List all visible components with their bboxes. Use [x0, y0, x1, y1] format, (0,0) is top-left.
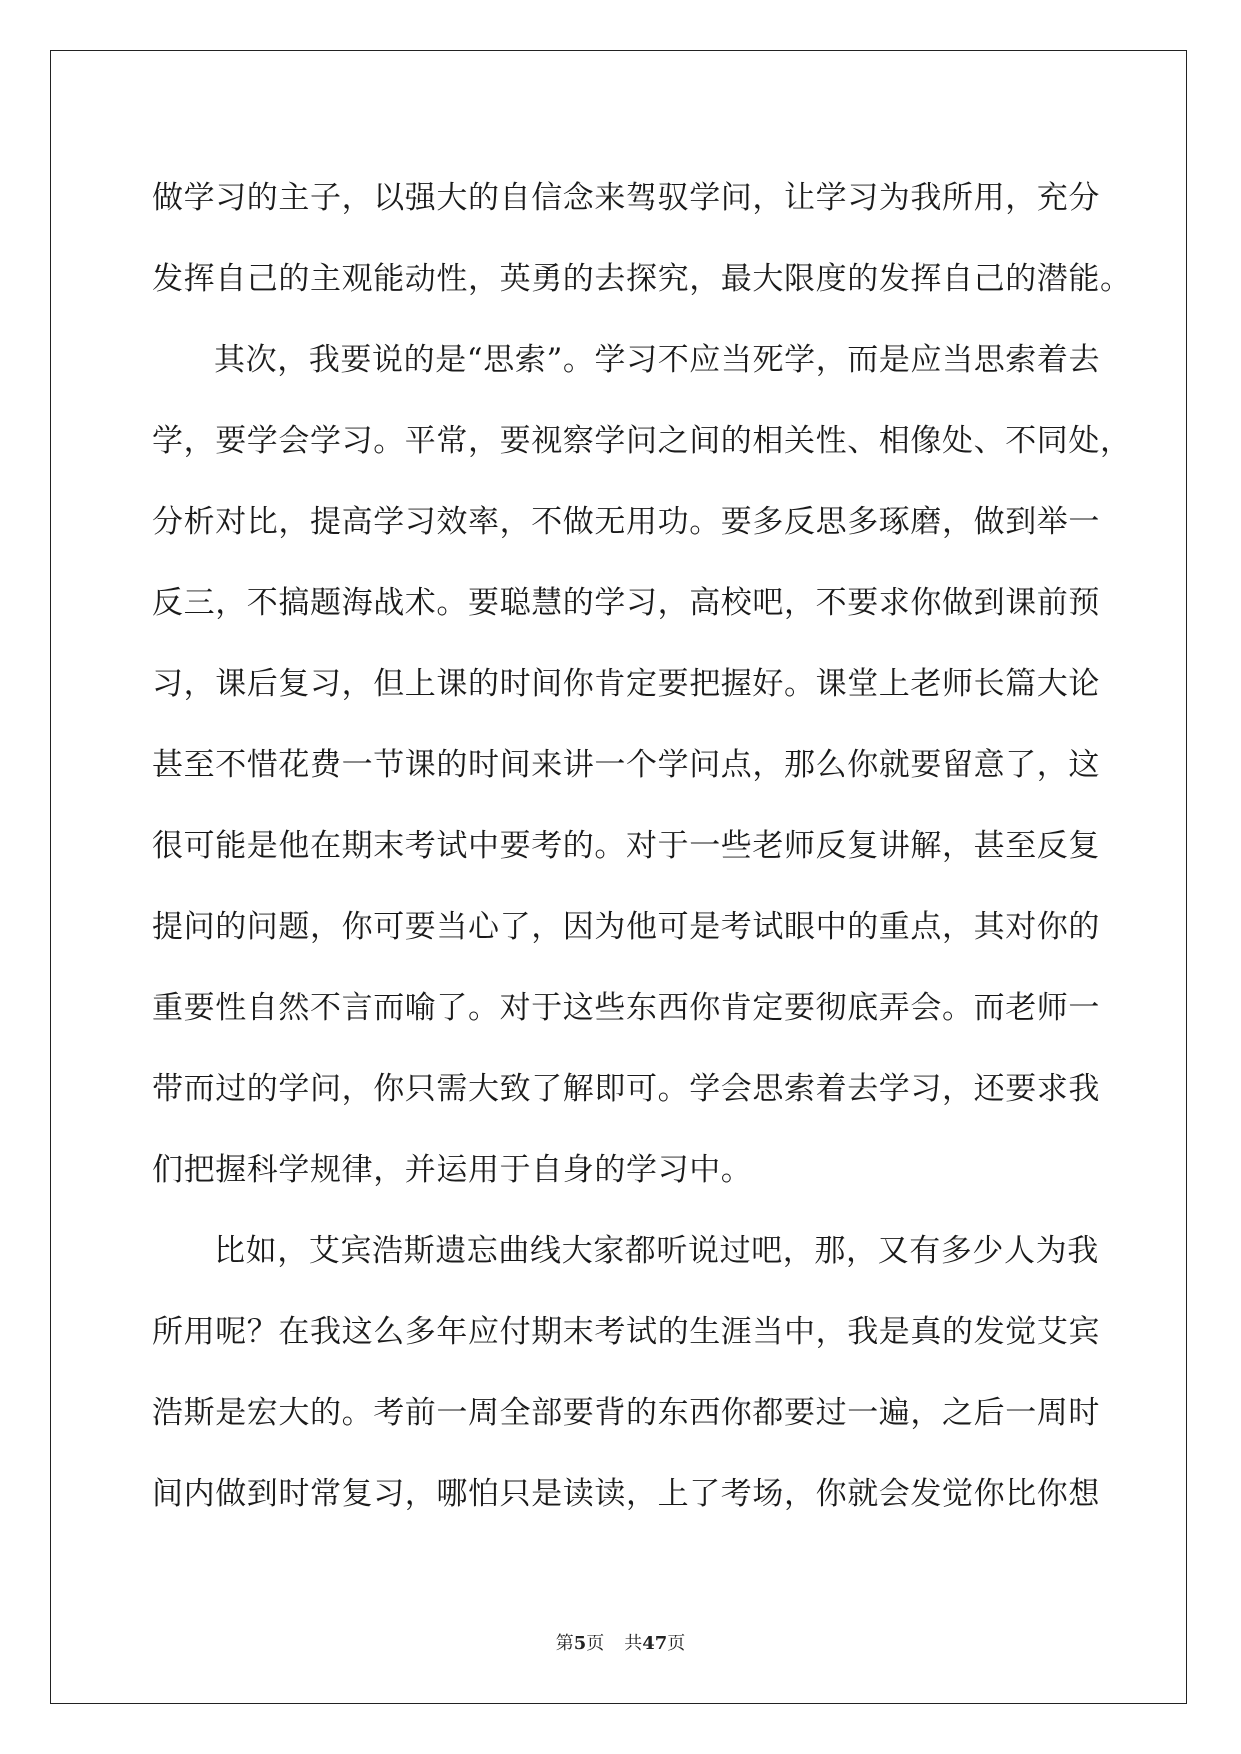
total-suffix: 页: [667, 1633, 686, 1654]
text-line: 很可能是他在期末考试中要考的。对于一些老师反复讲解，甚至反复: [152, 828, 1100, 864]
page-prefix: 第: [555, 1633, 574, 1654]
text-line: 带而过的学问，你只需大致了解即可。学会思索着去学习，还要求我: [152, 1071, 1100, 1107]
page-number: 5: [573, 1633, 587, 1654]
paragraph-start-line: 比如，艾宾浩斯遗忘曲线大家都听说过吧，那，又有多少人为我: [214, 1233, 1099, 1269]
document-body: [152, 158, 1132, 1535]
text-line: 浩斯是宏大的。考前一周全部要背的东西你都要过一遍，之后一周时: [152, 1395, 1100, 1431]
total-prefix: 共: [624, 1633, 643, 1654]
text-line: 提问的问题，你可要当心了，因为他可是考试眼中的重点，其对你的: [152, 909, 1100, 945]
page-suffix: 页: [586, 1633, 605, 1654]
text-line: 所用呢？在我这么多年应付期末考试的生涯当中，我是真的发觉艾宾: [152, 1314, 1100, 1350]
page-footer: [0, 1632, 1241, 1656]
paragraph-start-line: 其次，我要说的是“思索”。学习不应当死学，而是应当思索着去: [214, 342, 1101, 378]
text-line: 分析对比，提高学习效率，不做无用功。要多反思多琢磨，做到举一: [152, 504, 1100, 540]
paragraph-end-line: 们把握科学规律，并运用于自身的学习中。: [152, 1152, 753, 1188]
text-line: 学，要学会学习。平常，要视察学问之间的相关性、相像处、不同处，: [152, 423, 1132, 459]
text-line: 做学习的主子，以强大的自信念来驾驭学问，让学习为我所用，充分: [152, 180, 1100, 216]
text-line: 发挥自己的主观能动性，英勇的去探究，最大限度的发挥自己的潜能。: [152, 261, 1132, 297]
text-line: 间内做到时常复习，哪怕只是读读，上了考场，你就会发觉你比你想: [152, 1476, 1100, 1512]
text-line: 重要性自然不言而喻了。对于这些东西你肯定要彻底弄会。而老师一: [152, 990, 1100, 1026]
text-line: 甚至不惜花费一节课的时间来讲一个学问点，那么你就要留意了，这: [152, 747, 1100, 783]
total-pages: 47: [642, 1633, 668, 1654]
text-line: 习，课后复习，但上课的时间你肯定要把握好。课堂上老师长篇大论: [152, 666, 1100, 702]
text-line: 反三，不搞题海战术。要聪慧的学习，高校吧，不要求你做到课前预: [152, 585, 1100, 621]
